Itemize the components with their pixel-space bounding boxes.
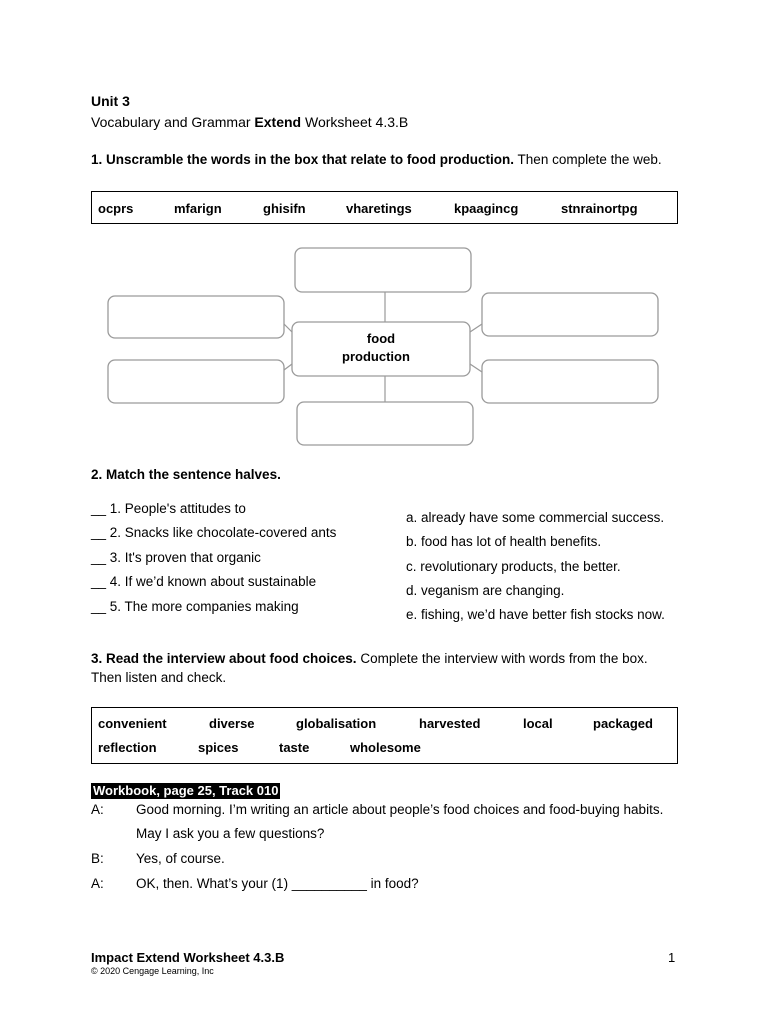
q1-word-box xyxy=(91,191,678,224)
dialogue-speaker: B: xyxy=(91,851,104,866)
q3-word: local xyxy=(523,716,553,731)
q3-instruction-rest: Complete the interview with words from the box. xyxy=(356,651,648,666)
q3-instruction-line2: Then listen and check. xyxy=(91,670,227,685)
web-center-label-line1: food xyxy=(366,331,396,346)
q3-word: harvested xyxy=(419,716,481,731)
q2-right-item: e. fishing, we’d have better fish stocks now. xyxy=(406,607,665,622)
web-answer-box-bottom xyxy=(297,402,473,445)
web-connector xyxy=(284,324,292,332)
q2-right-item: a. already have some commercial success. xyxy=(406,510,665,525)
web-connector xyxy=(470,364,482,372)
dialogue-line: May I ask you a few questions? xyxy=(136,826,325,841)
q2-left-item: __ 2. Snacks like chocolate-covered ants xyxy=(91,525,337,540)
page-number: 1 xyxy=(668,950,676,965)
track-label: Workbook, page 25, Track 010 xyxy=(93,783,279,798)
q2-left-item: __ 4. If we’d known about sustainable xyxy=(91,574,317,589)
q1-word: ocprs xyxy=(98,201,134,216)
dialogue-line: OK, then. What’s your (1) __________ in food? xyxy=(136,876,419,891)
dialogue-line: Yes, of course. xyxy=(136,851,225,866)
q2-title: 2. Match the sentence halves. xyxy=(91,467,281,482)
web-answer-box-left-lower xyxy=(108,360,284,403)
web-answer-box-left-upper xyxy=(108,296,284,338)
q3-word: taste xyxy=(279,740,310,755)
q1-instruction-bold: 1. Unscramble the words in the box that relate to food production. xyxy=(91,152,515,167)
dialogue-line: Good morning. I’m writing an article about people’s food choices and food-buying habits. xyxy=(136,802,664,817)
q3-instruction xyxy=(91,651,648,666)
q1-instruction-rest: Then complete the web. xyxy=(514,152,662,167)
q3-word: packaged xyxy=(593,716,653,731)
q1-word: kpaagincg xyxy=(454,201,519,216)
footer-title: Impact Extend Worksheet 4.3.B xyxy=(91,950,285,965)
q1-word: ghisifn xyxy=(263,201,306,216)
subtitle-post: Worksheet 4.3.B xyxy=(301,114,409,130)
web-answer-box-right-upper xyxy=(482,293,658,336)
q3-word: globalisation xyxy=(296,716,377,731)
q2-right-item: c. revolutionary products, the better. xyxy=(406,559,621,574)
subtitle-bold: Extend xyxy=(254,114,302,130)
food-production-web xyxy=(100,240,670,460)
q1-word: vharetings xyxy=(346,201,412,216)
web-answer-box-right-lower xyxy=(482,360,658,403)
dialogue-speaker: A: xyxy=(91,802,104,817)
q3-instruction-bold: 3. Read the interview about food choices. xyxy=(91,651,357,666)
q2-left-item: __ 3. It's proven that organic xyxy=(91,550,261,565)
q3-word: convenient xyxy=(98,716,167,731)
q3-word: wholesome xyxy=(350,740,421,755)
unit-title: Unit 3 xyxy=(91,93,130,109)
web-answer-box-top xyxy=(295,248,471,292)
q3-word: diverse xyxy=(209,716,255,731)
dialogue-speaker: A: xyxy=(91,876,104,891)
q2-instruction xyxy=(91,467,281,482)
footer-copyright: © 2020 Cengage Learning, Inc xyxy=(91,966,214,976)
web-center-label-line2: production xyxy=(342,349,410,364)
q2-right-item: b. food has lot of health benefits. xyxy=(406,534,602,549)
q2-left-item: __ 5. The more companies making xyxy=(91,599,299,614)
worksheet-subtitle xyxy=(91,114,408,130)
q3-word-box xyxy=(91,707,678,764)
q2-right-item: d. veganism are changing. xyxy=(406,583,565,598)
q1-word: mfarign xyxy=(174,201,222,216)
q1-instruction xyxy=(91,152,662,167)
web-connector xyxy=(470,324,482,332)
web-connector xyxy=(284,364,292,370)
q3-word: spices xyxy=(198,740,239,755)
q3-word: reflection xyxy=(98,740,157,755)
q2-left-item: __ 1. People's attitudes to xyxy=(91,501,246,516)
subtitle-pre: Vocabulary and Grammar xyxy=(91,114,255,130)
q1-word: stnrainortpg xyxy=(561,201,638,216)
